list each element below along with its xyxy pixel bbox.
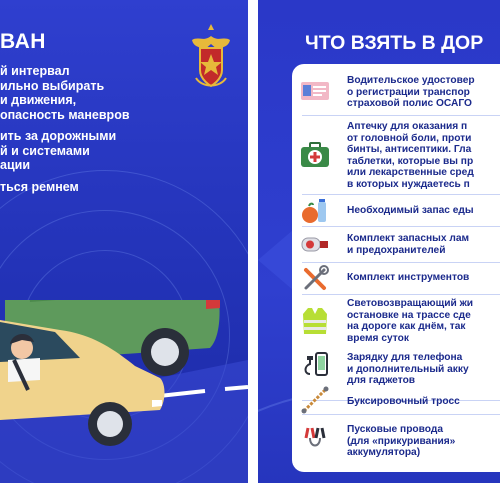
list-item	[292, 120, 500, 192]
cars-illustration	[0, 300, 248, 483]
reflective-vest-icon	[300, 306, 330, 336]
phone-charger-icon	[300, 350, 330, 380]
item-line: (для «прикуривания»	[347, 435, 456, 447]
list-item	[292, 228, 500, 260]
tip-line: й и системами	[0, 143, 90, 158]
item-line: Водительское удостовер	[347, 75, 475, 86]
police-emblem-icon	[188, 22, 234, 92]
bottom-strip	[0, 483, 500, 500]
item-line: Пусковые провода	[347, 424, 443, 435]
list-item	[292, 296, 500, 348]
item-line: таблетки, которые вы пр	[347, 155, 474, 167]
driver-license-icon	[300, 76, 330, 106]
item-line: и дополнительный акку	[347, 363, 469, 375]
first-aid-kit-icon	[300, 140, 330, 170]
list-item	[292, 196, 500, 224]
list-item	[292, 344, 500, 388]
item-line: Буксировочный тросс	[347, 396, 460, 407]
tip-line: ить за дорожными	[0, 129, 117, 143]
tow-rope-icon	[300, 385, 330, 415]
spare-lamps-icon	[300, 229, 330, 259]
item-line: или лекарственные сред	[347, 167, 474, 179]
checklist-card	[292, 64, 500, 472]
tools-icon	[300, 264, 330, 294]
tip-line: опасность маневров	[0, 107, 130, 122]
item-line: время суток	[347, 332, 409, 344]
tip-line: ации	[0, 158, 31, 172]
tip-line: й интервал	[0, 64, 70, 78]
item-line: Комплект запасных лам	[347, 233, 470, 244]
item-line: о регистрации транспор	[347, 86, 470, 98]
item-line: аккумулятора)	[347, 447, 421, 459]
tip-line: ильно выбирать	[0, 78, 105, 93]
item-line: Необходимый запас еды	[347, 205, 474, 216]
right-poster	[258, 0, 500, 483]
left-poster	[0, 0, 248, 483]
safety-tips	[0, 64, 175, 194]
item-line: Аптечку для оказания п	[347, 121, 468, 132]
food-supply-icon	[300, 196, 330, 226]
item-line: на дороге как днём, так	[347, 321, 466, 333]
right-poster-title: ЧТО ВЗЯТЬ В ДОР	[305, 32, 484, 54]
item-line: Световозвращающий жи	[347, 298, 474, 309]
list-item	[292, 72, 500, 110]
item-line: страховой полис ОСАГО	[347, 98, 472, 110]
list-item	[292, 264, 500, 292]
jumper-cables-icon	[300, 424, 330, 454]
item-line: остановке на трассе сде	[347, 309, 471, 321]
item-line: Комплект инструментов	[347, 272, 470, 283]
item-line: в которых нуждаетесь п	[347, 178, 470, 190]
item-line: и предохранителей	[347, 244, 446, 256]
left-poster-title: ВАН	[0, 30, 46, 53]
item-line: Зарядку для телефона	[347, 352, 463, 363]
item-line: для гаджетов	[347, 375, 416, 387]
road-marking	[225, 387, 248, 389]
tip-line: и движения,	[0, 93, 77, 107]
list-item	[292, 416, 500, 466]
item-line: бинты, антисептики. Гла	[347, 144, 472, 156]
item-line: от головной боли, проти	[347, 132, 472, 144]
tip-line: ться ремнем	[0, 179, 79, 194]
list-item	[292, 388, 500, 412]
